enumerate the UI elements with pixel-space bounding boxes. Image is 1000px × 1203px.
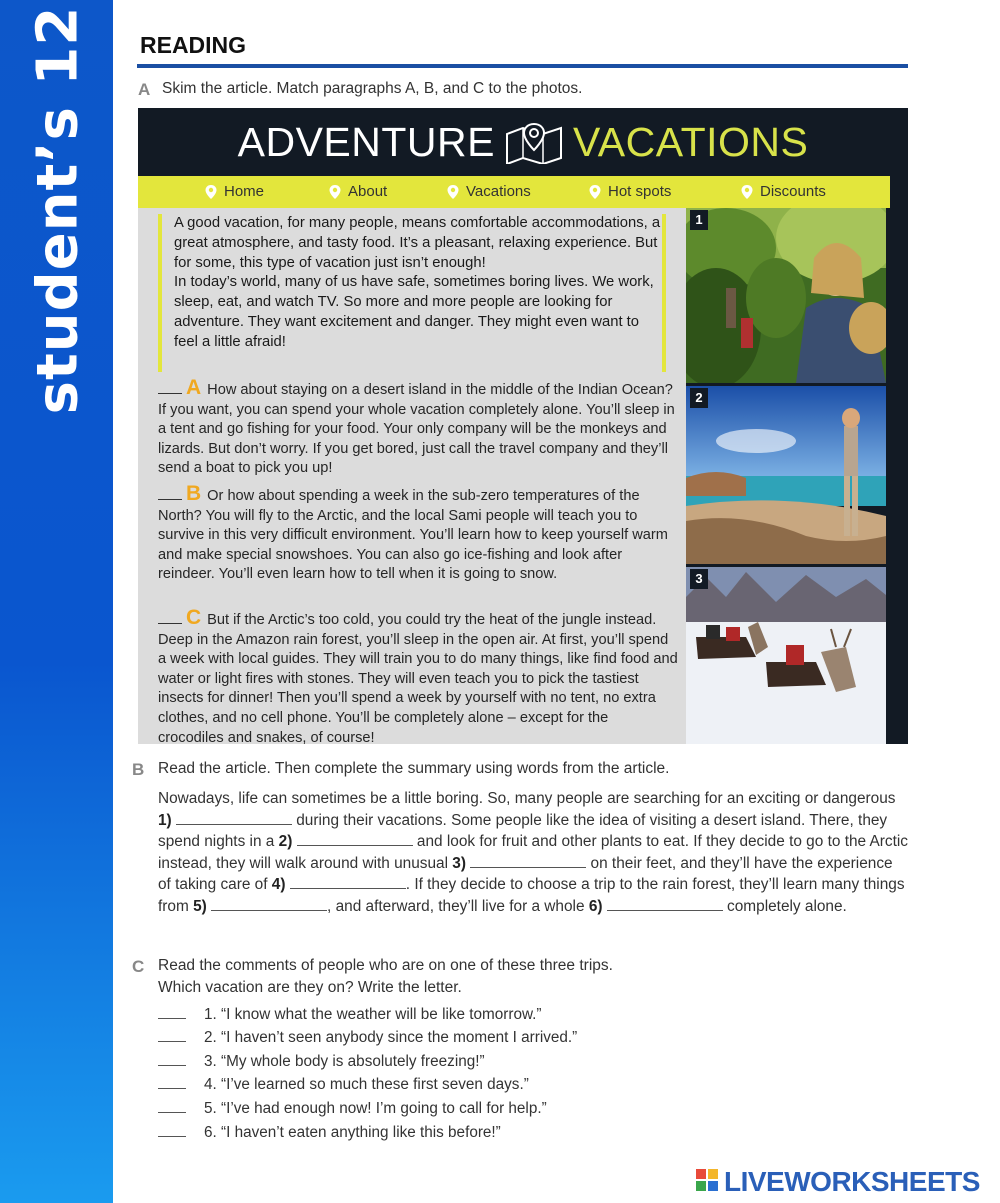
intro-paragraph-2: In today’s world, many of us have safe, sometimes boring lives. We work, sleep, eat, and watch TV. So more and more people are looking for adventure. They want excitement and danger. They might even want to feel a little afraid! [174,274,654,350]
photo-number: 1 [690,210,708,230]
section-c-instruction-1: Read the comments of people who are on one of these three trips. [158,957,613,974]
article [138,108,908,744]
section-a-letter: A [138,80,151,99]
answer-blank[interactable] [158,499,182,500]
comment-answer-blank[interactable] [158,1056,186,1066]
map-pin-icon [503,120,565,164]
blank-number: 3) [452,854,466,872]
section-c-letter: C [132,957,145,976]
answer-blank[interactable] [158,623,182,624]
summary-text: Nowadays, life can sometimes be a little boring. So, many people are searching for an exciting or dangerous [158,790,896,807]
blank-number: 4) [271,876,286,894]
summary-text: , and afterward, they’ll live for a whole [327,897,589,915]
comment-answer-blank[interactable] [158,1079,186,1089]
comment-text: 1. “I know what the weather will be like tomorrow.” [204,1006,542,1023]
side-title [0,0,113,415]
photo-2 [686,386,886,564]
photo-number: 3 [690,569,708,589]
nav-discounts[interactable] [740,183,826,200]
section-b-letter: B [132,760,145,779]
comment-item [158,1029,577,1047]
article-body [138,208,686,744]
summary-text: on their feet, and they’ll have the experience of taking care of [158,854,893,894]
summary-paragraph [158,788,908,918]
photo-3 [686,567,886,744]
section-b-instruction: Read the article. Then complete the summary using words from the article. [158,760,670,777]
title-divider [137,64,908,68]
summary-text: . If they decide to choose a trip to the rain forest, they’ll learn many things from [158,876,905,915]
article-header [138,108,908,176]
section-a-instruction: Skim the article. Match paragraphs A, B, and C to the photos. [162,80,583,97]
paragraph-c [158,608,678,748]
summary-text: and look for fruit and other plants to eat. If they decide to go to the Arctic instead, they will walk around with unusual [158,833,908,872]
comment-item [158,1124,501,1142]
blank-number: 1) [158,811,172,829]
section-c-instruction-2: Which vacation are they on? Write the letter. [158,979,462,996]
nav-about-label: About [348,183,388,200]
blank-number: 2) [278,833,293,851]
location-pin-icon [204,184,218,200]
location-pin-icon [446,184,460,200]
summary-text: during their vacations. Some people like the idea of visiting a desert island. There, they spend nights in a [158,811,888,851]
liveworksheets-icon [696,1169,720,1195]
nav-vacations-label: Vacations [466,183,531,200]
paragraph-letter: C [186,606,202,629]
summary-blank-2[interactable] [297,832,413,846]
jungle-photo [686,208,886,383]
arctic-photo [686,567,886,744]
comment-item [158,1053,485,1071]
answer-blank[interactable] [158,393,182,394]
summary-blank-4[interactable] [290,875,406,889]
comment-answer-blank[interactable] [158,1103,186,1113]
nav-home-label: Home [224,183,265,200]
photo-number: 2 [690,388,708,408]
location-pin-icon [328,184,342,200]
paragraph-b [158,484,678,585]
summary-text: completely alone. [722,897,847,915]
blank-number: 5) [193,897,207,915]
article-nav [138,176,890,208]
nav-hot-spots[interactable] [588,183,671,200]
comment-item [158,1076,529,1094]
paragraph-text: But if the Arctic’s too cold, you could try the heat of the jungle instead. Deep in the Amazon rain forest, you’ll sleep in the open air. At first, you’ll spend a week with local guides. They will train you to do many things, like find food and water or light fires with stones. They will even teach you to pick the tastiest insects for dinner! Then you’ll spend a week by yourself with no tent, no extra clothes, and no cell phone. You’ll be completely alone – except for the crocodiles and snakes, of course! [158,612,678,746]
paragraph-a [158,378,678,479]
location-pin-icon [740,184,754,200]
article-intro [158,214,666,372]
summary-blank-3[interactable] [470,854,586,868]
nav-home[interactable] [204,183,264,200]
liveworksheets-brand: LIVEWORKSHEETS [724,1166,980,1197]
paragraph-letter: A [186,376,202,399]
summary-blank-1[interactable] [176,811,292,825]
comment-answer-blank[interactable] [158,1009,186,1019]
nav-discounts-label: Discounts [760,183,826,200]
summary-blank-6[interactable] [607,897,723,911]
nav-about[interactable] [328,183,387,200]
nav-hot-spots-label: Hot spots [608,183,672,200]
comment-answer-blank[interactable] [158,1127,186,1137]
article-edge [886,208,908,744]
blank-number: 6) [588,897,603,915]
summary-blank-5[interactable] [211,897,327,911]
liveworksheets-logo[interactable] [696,1166,992,1198]
paragraph-text: How about staying on a desert island in the middle of the Indian Ocean? If you want, you can spend your whole vacation completely alone. You’ll sleep in a tent and go fishing for your food. Your only company will be the monkeys and lizards. But don’t worry. If you get bored, just call the travel company and they’ll send a boat to pick you up! [158,382,675,477]
article-title-right: VACATIONS [573,118,809,165]
intro-paragraph-1: A good vacation, for many people, means comfortable accommodations, a great atmosphere, and tasty food. It’s a pleasant, relaxing experience. But for some, this type of vacation just isn’t enough! [174,215,661,271]
comment-text: 5. “I’ve had enough now! I’m going to call for help.” [204,1100,547,1117]
article-title-left: ADVENTURE [237,118,495,165]
comment-text: 6. “I haven’t eaten anything like this before!” [204,1124,501,1141]
comment-text: 2. “I haven’t seen anybody since the moment I arrived.” [204,1029,578,1046]
comment-text: 4. “I’ve learned so much these first seven days.” [204,1076,529,1093]
page-title: READING [140,32,247,58]
nav-vacations[interactable] [446,183,531,200]
photo-1 [686,208,886,383]
paragraph-text: Or how about spending a week in the sub-zero temperatures of the North? You will fly to the Arctic, and the local Sami people will teach you to survive in this very difficult environment. You’ll learn how to keep yourself warm and make special snowshoes. You can also go ice-fishing and look after reindeer. You’ll even learn how to tell when it is going to snow. [158,488,668,583]
paragraph-letter: B [186,482,202,505]
location-pin-icon [588,184,602,200]
island-photo [686,386,886,564]
comment-answer-blank[interactable] [158,1032,186,1042]
side-title-text: student’s 12 [25,5,91,415]
comment-item [158,1006,542,1024]
comment-item [158,1100,547,1118]
comment-text: 3. “My whole body is absolutely freezing!” [204,1053,485,1070]
